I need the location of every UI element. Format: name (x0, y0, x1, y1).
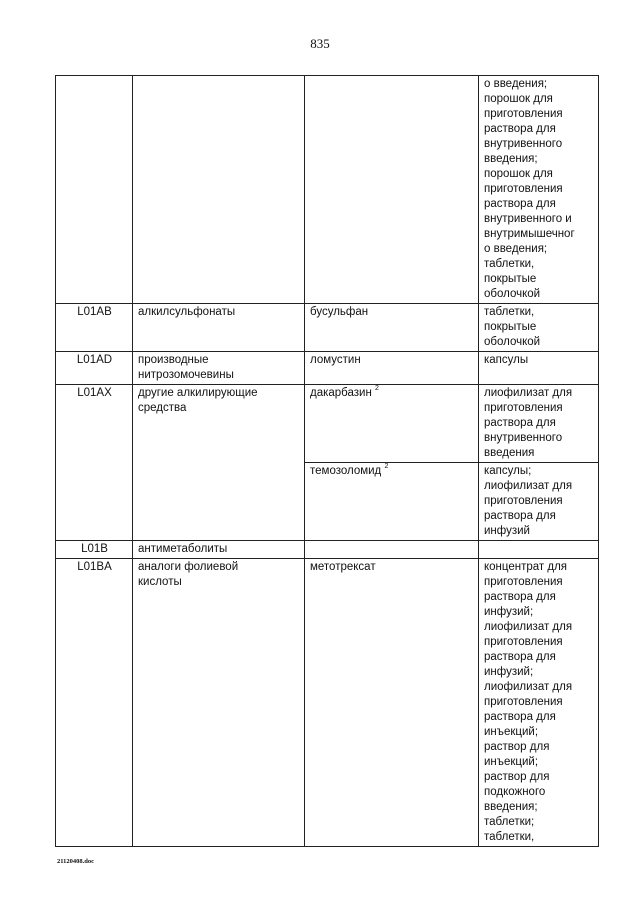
footnote-mark: 2 (384, 463, 389, 471)
atc-code-cell: L01B (56, 541, 133, 559)
drug-cell (305, 76, 479, 304)
atc-code-cell: L01AD (56, 352, 133, 385)
dosage-form-cell: таблетки, покрытые оболочкой (479, 304, 599, 352)
table-row (56, 385, 599, 463)
drug-cell (305, 541, 479, 559)
atc-code-cell (56, 76, 133, 304)
drug-cell: метотрексат (305, 559, 479, 847)
table-row (56, 541, 599, 559)
dosage-form-cell (479, 541, 599, 559)
group-cell: производные нитрозомочевины (133, 352, 305, 385)
group-cell: антиметаболиты (133, 541, 305, 559)
dosage-form-cell: концентрат для приготовления раствора для инфузий; лиофилизат для приготовления раствора для инфузий; лиофилизат для приготовления раствора для инъекций; раствор для инъекций; раствор для подкожного введения; таблетки; таблетки, (479, 559, 599, 847)
atc-code-cell: L01AX (56, 385, 133, 541)
atc-code-cell: L01AB (56, 304, 133, 352)
dosage-form-cell: капсулы (479, 352, 599, 385)
drug-table (55, 75, 599, 847)
dosage-form-cell: о введения; порошок для приготовления раствора для внутривенного введения; порошок для приготовления раствора для внутривенного и внутримышечног о введения; таблетки, покрытые оболочкой (479, 76, 599, 304)
group-cell: другие алкилирующие средства (133, 385, 305, 541)
group-cell: аналоги фолиевой кислоты (133, 559, 305, 847)
atc-code-cell: L01BA (56, 559, 133, 847)
page-number: 835 (310, 36, 330, 51)
group-cell (133, 76, 305, 304)
table-row (56, 76, 599, 304)
footnote-mark: 2 (375, 385, 379, 393)
table-row (56, 352, 599, 385)
drug-cell (305, 463, 479, 541)
dosage-form-cell: капсулы; лиофилизат для приготовления раствора для инфузий (479, 463, 599, 541)
drug-cell (305, 385, 479, 463)
table-row (56, 559, 599, 847)
group-cell: алкилсульфонаты (133, 304, 305, 352)
drug-cell: бусульфан (305, 304, 479, 352)
drug-cell: ломустин (305, 352, 479, 385)
drug-name: темозоломид (310, 465, 382, 477)
table-row (56, 304, 599, 352)
document-filename: 21120408.doc (57, 858, 95, 865)
drug-name: дакарбазин (310, 387, 372, 399)
dosage-form-cell: лиофилизат для приготовления раствора для внутривенного введения (479, 385, 599, 463)
